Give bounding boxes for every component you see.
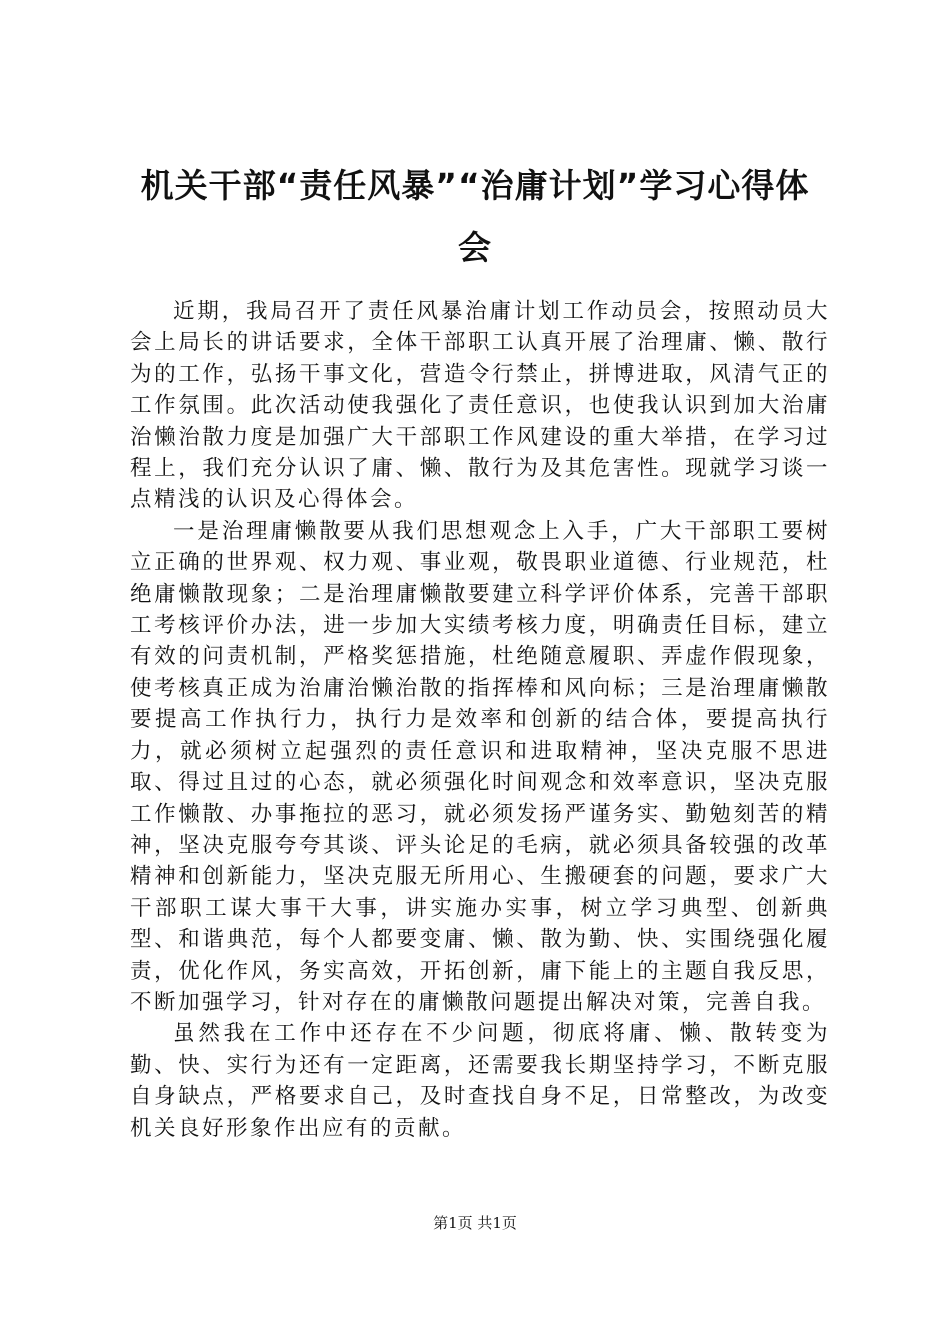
document-body [130, 296, 830, 1144]
document-title: 机关干部“责任风暴”“治庸计划”学习心得体会 [140, 166, 810, 267]
paragraph-2: 一是治理庸懒散要从我们思想观念上入手，广大干部职工要树立正确的世界观、权力观、事业观，敬畏职业道德、行业规范，杜绝庸懒散现象；二是治理庸懒散要建立科学评价体系，完善干部职工考核评价办法，进一步加大实绩考核力度，明确责任目标，建立有效的问责机制，严格奖惩措施，杜绝随意履职、弄虚作假现象，使考核真正成为治庸治懒治散的指挥棒和风向标；三是治理庸懒散要提高工作执行力，执行力是效率和创新的结合体，要提高执行力，就必须树立起强烈的责任意识和进取精神，坚决克服不思进取、得过且过的心态，就必须强化时间观念和效率意识，坚决克服工作懒散、办事拖拉的恶习，就必须发扬严谨务实、勤勉刻苦的精神，坚决克服夸夸其谈、评头论足的毛病，就必须具备较强的改革精神和创新能力，坚决克服无所用心、生搬硬套的问题，要求广大干部职工谋大事干大事，讲实施办实事，树立学习典型、创新典型、和谐典范，每个人都要变庸、懒、散为勤、快、实围绕强化履责，优化作风，务实高效，开拓创新，庸下能上的主题自我反思，不断加强学习，针对存在的庸懒散问题提出解决对策，完善自我。 [130, 518, 830, 1015]
paragraph-1: 近期，我局召开了责任风暴治庸计划工作动员会，按照动员大会上局长的讲话要求，全体干部职工认真开展了治理庸、懒、散行为的工作，弘扬干事文化，营造令行禁止，拼博进取，风清气正的工作氛围。此次活动使我强化了责任意识，也使我认识到加大治庸治懒治散力度是加强广大干部职工作风建设的重大举措，在学习过程上，我们充分认识了庸、懒、散行为及其危害性。现就学习谈一点精浅的认识及心得体会。 [130, 299, 830, 513]
page-number-footer: 第1页 共1页 [433, 1214, 517, 1232]
paragraph-3: 虽然我在工作中还存在不少问题，彻底将庸、懒、散转变为勤、快、实行为还有一定距离，还需要我长期坚持学习，不断克服自身缺点，严格要求自己，及时查找自身不足，日常整改，为改变机关良好形象作出应有的贡献。 [130, 1021, 830, 1141]
